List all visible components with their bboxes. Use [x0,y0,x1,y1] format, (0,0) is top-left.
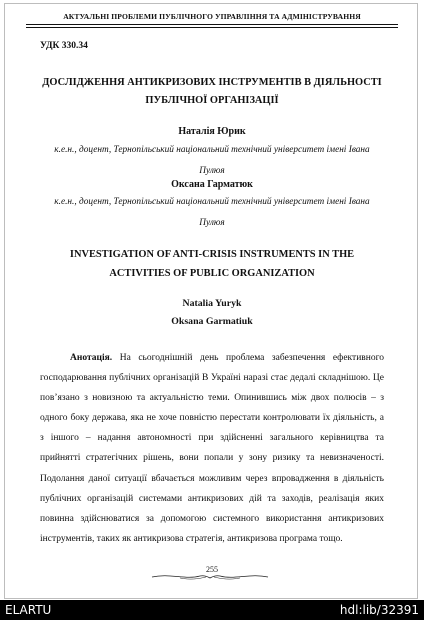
page-number: 255 [206,565,218,574]
article-title-uk: ДОСЛІДЖЕННЯ АНТИКРИЗОВИХ ІНСТРУМЕНТІВ В ДІЯЛЬНОСТІ ПУБЛІЧНОЇ ОРГАНІЗАЦІЇ [42,77,382,106]
page-number-ornament-icon [150,571,270,581]
abstract [40,348,384,549]
author-name: Наталія Юрик [178,126,246,137]
article-title-en: INVESTIGATION OF ANTI-CRISIS INSTRUMENTS IN THE ACTIVITIES OF PUBLIC ORGANIZATION [69,249,355,279]
affiliation-line: Пулюя [199,166,225,176]
affiliation-line: к.е.н., доцент, Тернопільський національний технічний університет імені Івана [54,145,370,155]
running-head: АКТУАЛЬНІ ПРОБЛЕМИ ПУБЛІЧНОГО УПРАВЛІННЯ ТА АДМІНІСТРУВАННЯ [63,12,361,21]
author-name-en: Natalia Yuryk [182,298,242,309]
header-rule-thick [26,24,398,25]
abstract-label: Анотація. [70,353,113,363]
author-affiliation [40,140,384,182]
udc-code: УДК 330.34 [40,41,88,51]
repository-label: ELARTU [5,603,52,617]
handle-identifier: hdl:lib/32391 [339,603,419,617]
header-rule-thin [26,27,398,28]
abstract-text: На сьогоднішній день проблема забезпечення ефективного господарювання публічних організацій В Україні наразі стає дедалі складнішою. Це пов’язано з новизною та актуальністю теми. Опинившись між двох полюсів – з одного боку держава, яка не хоче повністю перестати контролювати їх діяльність, а з іншого – надання автономності при здійсненні загального керівництва та прийнятті стратегічних рішень, вони попали у зону ризику та невизначеності. Подолання даної ситуації вбачається можливим через впровадження в діяльність публічних організацій системами антикризових дій та заходів, реалізація яких повинна здійснюватися за допомогою системного використання антикризових інструментів, таких як антикризова стратегія, антикризова програма тощо. [40,353,385,544]
affiliation-line: Пулюя [199,218,225,228]
author-affiliation [40,192,384,234]
footer-bar [0,600,424,620]
affiliation-line: к.е.н., доцент, Тернопільський національний технічний університет імені Івана [54,197,370,207]
author-name: Оксана Гарматюк [171,179,253,190]
author-name-en: Oksana Garmatiuk [171,316,253,327]
